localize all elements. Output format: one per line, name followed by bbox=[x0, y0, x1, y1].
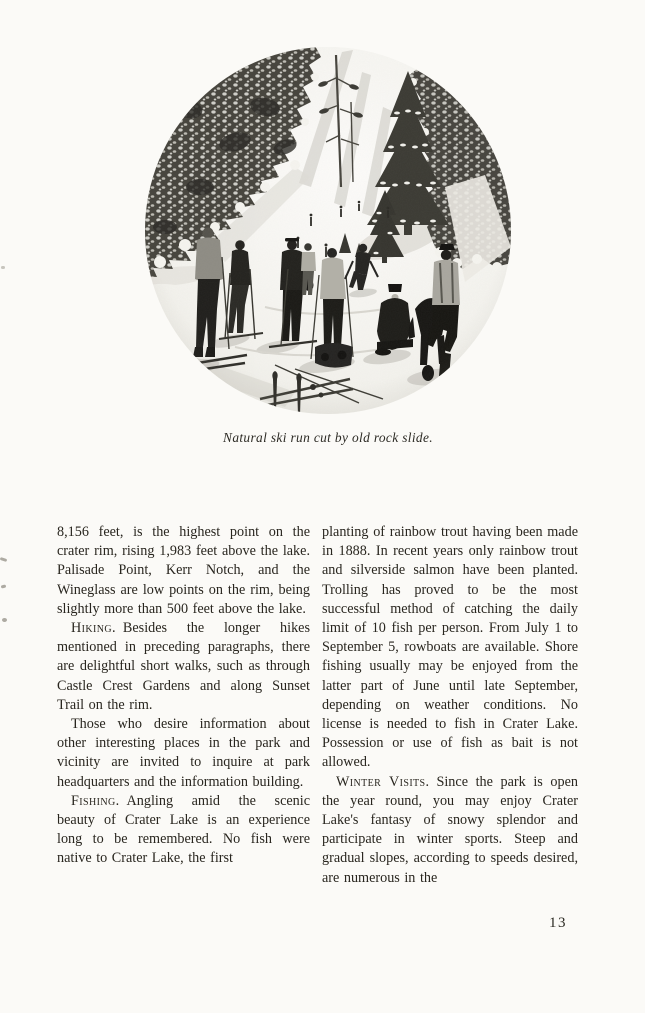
paragraph bbox=[57, 619, 310, 715]
paragraph bbox=[57, 792, 310, 869]
paragraph bbox=[322, 523, 578, 773]
photo-caption: Natural ski run cut by old rock slide. bbox=[223, 430, 433, 445]
paragraph-text: 8,156 feet, is the highest point on the crater rim, rising 1,983 feet above the lake. Palisade Point, Kerr Notch, and the Wineglass are low points on the rim, being slightly more than 500 feet above the lake. bbox=[57, 524, 310, 617]
paragraph-text: planting of rainbow trout having been made in 1888. In recent years only rainbow trout and silverside salmon have been planted. Trolling has proved to be the most successful method of catching the daily limit of 10 fish per person. From July 1 to September 5, rowboats are available. Shore fishing usually may be enjoyed from the latter part of June until late September, depending on weather conditions. No license is needed to fish in Crater Lake. Possession or use of fish as bait is not allowed. bbox=[322, 524, 578, 771]
page-number: 13 bbox=[549, 915, 567, 931]
right-column bbox=[322, 523, 578, 888]
paragraph-text: Since the park is open the year round, you may enjoy Crater Lake's fantasy of snowy splendor and participate in winter sports. Steep and gradual slopes, according to speeds desired, are numerous in the bbox=[322, 773, 578, 886]
scan-artifact bbox=[0, 557, 7, 562]
scan-artifact bbox=[1, 266, 5, 269]
scan-artifact bbox=[1, 584, 7, 588]
scan-artifact bbox=[2, 618, 7, 622]
paragraph bbox=[322, 773, 578, 888]
ski-photo bbox=[145, 47, 511, 414]
run-in-heading: Hiking. bbox=[71, 620, 116, 637]
paragraph-text: Besides the longer hikes mentioned in preceding paragraphs, there are delightful short walks, such as through Castle Crest Gardens and along Sunset Trail on the rim. bbox=[57, 620, 310, 713]
ski-photo-illustration bbox=[145, 47, 511, 414]
paragraph bbox=[57, 523, 310, 619]
text-columns bbox=[57, 523, 578, 888]
paragraph-text: Those who desire information about other interesting places in the park and vicinity are invited to inquire at park headquarters and the information building. bbox=[57, 716, 310, 790]
left-column bbox=[57, 523, 310, 888]
run-in-heading: Winter Visits. bbox=[336, 773, 430, 790]
paragraph bbox=[57, 715, 310, 792]
paragraph-text: Angling amid the scenic beauty of Crater Lake is an experience long to be remembered. No fish were native to Crater Lake, the first bbox=[57, 792, 310, 867]
run-in-heading: Fishing. bbox=[71, 792, 120, 809]
